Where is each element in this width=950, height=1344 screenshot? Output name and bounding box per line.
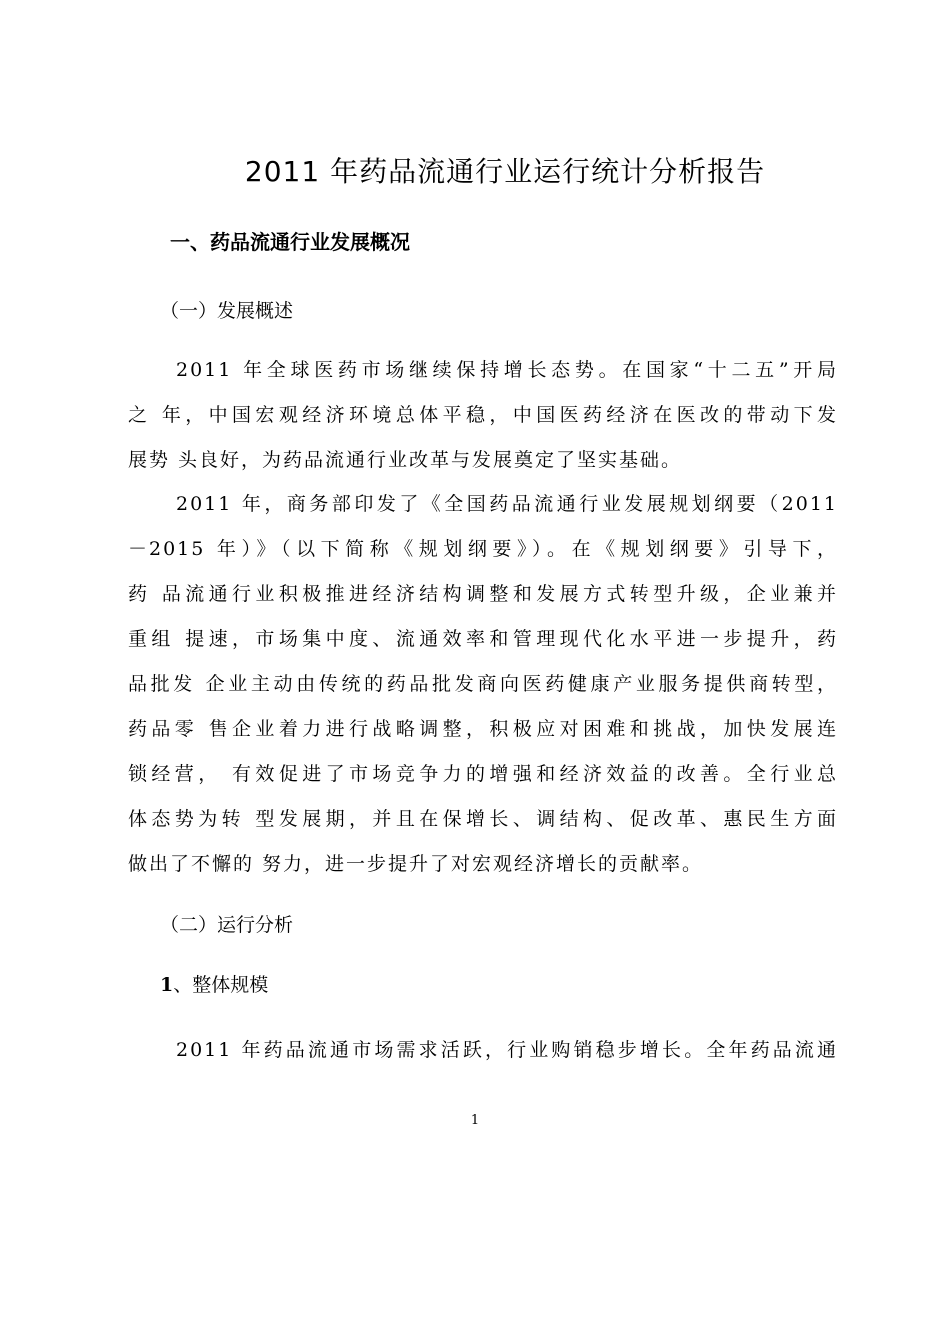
- subsection-heading-summary: （一）发展概述: [160, 300, 294, 322]
- paragraph-line: 2011 年药品流通市场需求活跃，行业购销稳步增长。全年药品流通: [176, 1039, 838, 1061]
- paragraph-line: 2011 年全球医药市场继续保持增长态势。在国家“十二五”开局: [176, 359, 838, 381]
- paragraph-line: －2015 年）》（以下简称《规划纲要》）。在《规划纲要》引导下，: [128, 538, 838, 560]
- subsection-heading-scale: [160, 970, 268, 997]
- paragraph-scale: [128, 1028, 838, 1073]
- page-number: 1: [470, 1113, 480, 1128]
- section-heading-overview: 一、药品流通行业发展概况: [170, 230, 410, 254]
- paragraph-line: 展势 头良好，为药品流通行业改革与发展奠定了坚实基础。: [128, 449, 683, 471]
- paragraph-line: 品批发 企业主动由传统的药品批发商向医药健康产业服务提供商转型，: [128, 673, 838, 695]
- paragraph-line: 锁经营， 有效促进了市场竞争力的增强和经济效益的改善。全行业总: [128, 763, 838, 785]
- paragraph-line: 药 品流通行业积极推进经济结构调整和发展方式转型升级，企业兼并: [128, 583, 838, 605]
- paragraph-line: 重组 提速，市场集中度、流通效率和管理现代化水平进一步提升，药: [128, 628, 838, 650]
- subsection-heading-analysis: （二）运行分析: [160, 914, 294, 936]
- paragraph-summary-2: [128, 482, 838, 887]
- document-title: 2011 年药品流通行业运行统计分析报告: [244, 155, 766, 188]
- heading-number: 1: [160, 974, 174, 996]
- paragraph-line: 做出了不懈的 努力，进一步提升了对宏观经济增长的贡献率。: [128, 853, 704, 875]
- paragraph-summary-1: [128, 348, 838, 483]
- paragraph-line: 2011 年，商务部印发了《全国药品流通行业发展规划纲要（2011: [176, 493, 838, 515]
- paragraph-line: 药品零 售企业着力进行战略调整，积极应对困难和挑战，加快发展连: [128, 718, 838, 740]
- paragraph-line: 之 年，中国宏观经济环境总体平稳，中国医药经济在医改的带动下发: [128, 404, 838, 426]
- paragraph-line: 体态势为转 型发展期，并且在保增长、调结构、促改革、惠民生方面: [128, 808, 838, 830]
- heading-text: 、整体规模: [173, 974, 269, 996]
